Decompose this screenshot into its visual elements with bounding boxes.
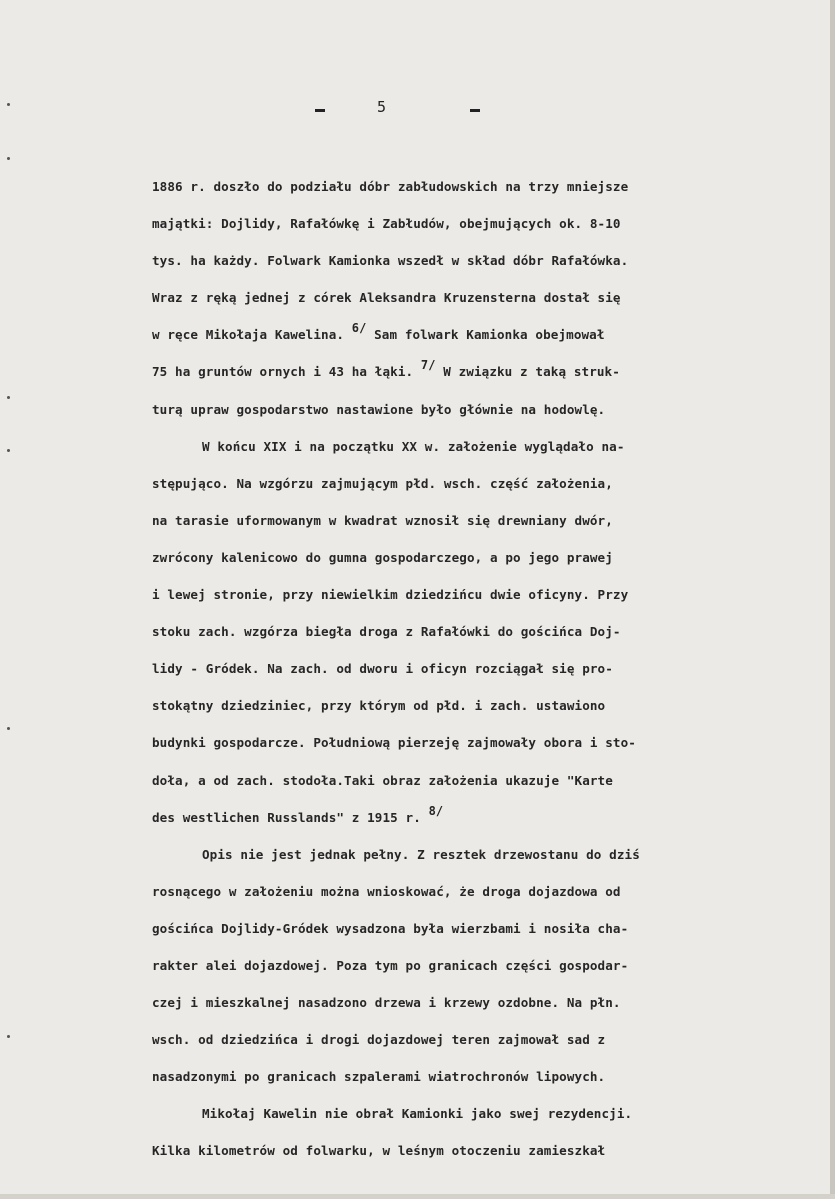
margin-mark	[7, 157, 10, 160]
line-text: stoku zach. wzgórza biegła droga z Rafałówki do gościńca Doj-	[152, 624, 621, 640]
line-text: stokątny dziedziniec, przy którym od płd. i zach. ustawiono	[152, 698, 606, 714]
text-line	[152, 397, 824, 434]
page-edge-bottom	[0, 1194, 835, 1199]
page-header	[0, 98, 835, 124]
text-line	[152, 211, 824, 248]
line-text: na tarasie uformowanym w kwadrat wznosił się drewniany dwór,	[152, 512, 613, 528]
text-line	[152, 656, 824, 693]
text-line	[152, 582, 824, 619]
text-line	[152, 471, 824, 508]
text-line	[152, 916, 824, 953]
margin-mark	[7, 1035, 10, 1038]
text-line	[152, 805, 824, 842]
line-text: rakter alei dojazdowej. Poza tym po granicach części gospodar-	[152, 957, 629, 973]
text-line	[152, 879, 824, 916]
text-line	[152, 619, 824, 656]
line-text: tys. ha każdy. Folwark Kamionka wszedł w skład dóbr Rafałówka.	[152, 253, 629, 269]
line-text: 75 ha gruntów ornych i 43 ha łąki.	[152, 364, 414, 380]
header-dash-left	[315, 109, 325, 112]
text-line	[152, 1101, 824, 1138]
text-line	[152, 545, 824, 582]
text-line	[152, 174, 824, 211]
text-line	[152, 842, 824, 879]
text-line	[152, 693, 824, 730]
line-text: 1886 r. doszło do podziału dóbr zabłudowskich na trzy mniejsze	[152, 179, 629, 194]
text-line	[152, 285, 824, 322]
page-edge-right	[830, 0, 835, 1199]
line-text: doła, a od zach. stodoła.Taki obraz założenia ukazuje "Karte	[152, 772, 613, 788]
text-line	[152, 1138, 824, 1175]
text-line	[152, 248, 824, 285]
footnote-ref: 7/	[420, 358, 436, 373]
line-text: zwrócony kalenicowo do gumna gospodarczego, a po jego prawej	[152, 549, 613, 565]
line-text: rosnącego w założeniu można wnioskować, że droga dojazdowa od	[152, 883, 621, 899]
line-text: nasadzonymi po granicach szpalerami wiatrochronów lipowych.	[152, 1069, 606, 1085]
margin-mark	[7, 449, 10, 452]
line-text: majątki: Dojlidy, Rafałówkę i Zabłudów, obejmujących ok. 8-10	[152, 216, 621, 232]
line-text: Mikołaj Kawelin nie obrał Kamionki jako swej rezydencji.	[202, 1106, 633, 1122]
line-text: lidy - Gródek. Na zach. od dworu i oficyn rozciągał się pro-	[152, 661, 613, 677]
line-text: budynki gospodarcze. Południową pierzeję zajmowały obora i sto-	[152, 735, 636, 751]
line-text-continued: Sam folwark Kamionka obejmował	[366, 327, 605, 343]
footnote-ref: 8/	[428, 803, 444, 818]
line-text: stępująco. Na wzgórzu zajmującym płd. wsch. część założenia,	[152, 475, 613, 491]
line-text: i lewej stronie, przy niewielkim dziedzińcu dwie oficyny. Przy	[152, 587, 629, 603]
margin-mark	[7, 727, 10, 730]
line-text: czej i mieszkalnej nasadzono drzewa i krzewy ozdobne. Na płn.	[152, 995, 621, 1011]
text-line	[152, 953, 824, 990]
header-dash-right	[470, 109, 480, 112]
line-text: Opis nie jest jednak pełny. Z resztek drzewostanu do dziś	[202, 846, 640, 862]
line-text: w ręce Mikołaja Kawelina.	[152, 327, 345, 343]
line-text: W końcu XIX i na początku XX w. założenie wyglądało na-	[202, 438, 625, 454]
text-line	[152, 1064, 824, 1101]
typed-text-body	[152, 174, 824, 1176]
footnote-ref: 6/	[351, 321, 367, 336]
text-line	[152, 1027, 824, 1064]
line-text: wsch. od dziedzińca i drogi dojazdowej teren zajmował sad z	[152, 1032, 606, 1048]
line-text-continued: W związku z taką struk-	[435, 364, 620, 380]
text-line	[152, 434, 824, 471]
text-line	[152, 730, 824, 767]
text-line	[152, 322, 824, 359]
line-text: des westlichen Russlands" z 1915 r.	[152, 809, 421, 825]
line-text: Wraz z ręką jednej z córek Aleksandra Kruzensterna dostał się	[152, 290, 621, 306]
text-line	[152, 359, 824, 396]
line-text: turą upraw gospodarstwo nastawione było głównie na hodowlę.	[152, 401, 606, 417]
page-number: 5	[377, 98, 387, 116]
text-line	[152, 990, 824, 1027]
text-line	[152, 768, 824, 805]
line-text: Kilka kilometrów od folwarku, w leśnym otoczeniu zamieszkał	[152, 1143, 606, 1159]
margin-mark	[7, 396, 10, 399]
text-line	[152, 508, 824, 545]
line-text: gościńca Dojlidy-Gródek wysadzona była wierzbami i nosiła cha-	[152, 920, 629, 936]
